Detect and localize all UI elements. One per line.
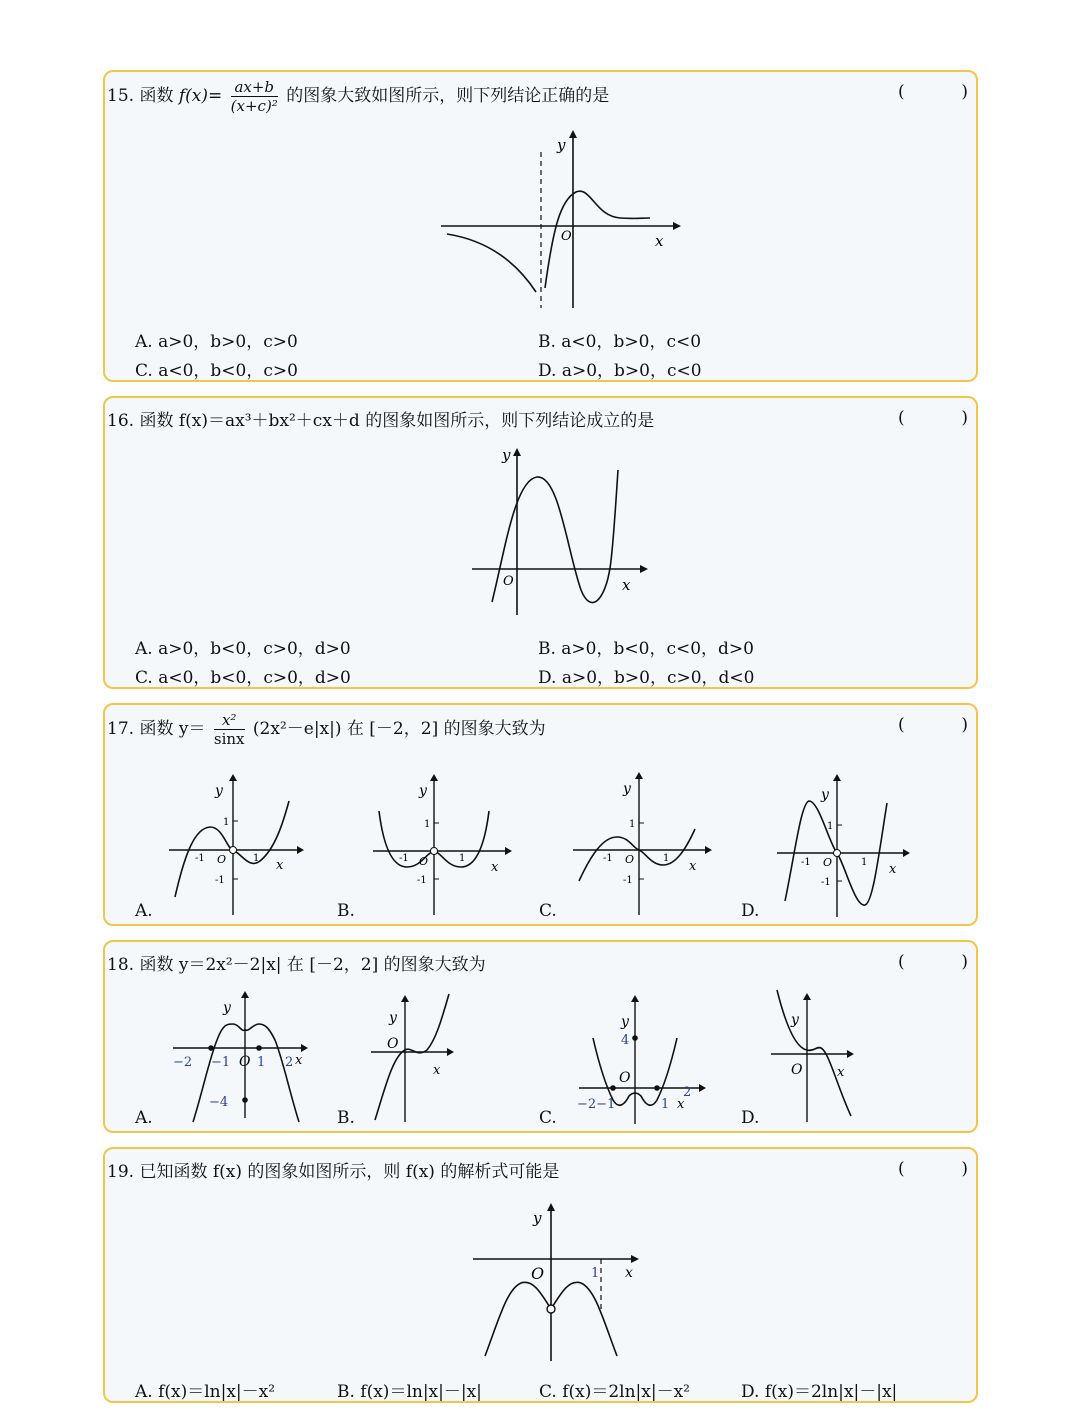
svg-text:-1: -1 [623, 875, 633, 886]
q18-graph-d [767, 986, 887, 1126]
svg-text:1: 1 [629, 819, 636, 830]
svg-text:O: O [625, 853, 635, 866]
svg-text:1: 1 [459, 853, 466, 864]
svg-text:y: y [223, 1000, 231, 1016]
svg-text:O: O [791, 1062, 803, 1078]
svg-text:-1: -1 [821, 877, 831, 888]
svg-text:x: x [491, 860, 499, 875]
svg-text:1: 1 [827, 821, 834, 832]
svg-text:1: 1 [663, 853, 670, 864]
option-d[interactable]: D. a>0，b>0，c<0 [538, 361, 702, 381]
answer-blank: ( ) [898, 952, 968, 972]
option-a[interactable]: A. f(x)＝ln|x|－x² [135, 1382, 276, 1402]
svg-text:O: O [217, 853, 227, 866]
q15-graph [435, 130, 695, 320]
option-c[interactable]: C. a<0，b<0，c>0 [135, 361, 298, 381]
svg-text:y: y [502, 446, 511, 464]
svg-text:x: x [655, 232, 664, 250]
question-17-card [103, 703, 978, 926]
svg-text:1: 1 [253, 853, 260, 864]
question-19-stem: 19. 已知函数 f(x) 的图象如图所示，则 f(x) 的解析式可能是 [107, 1162, 560, 1182]
option-c[interactable]: C. [539, 1108, 557, 1128]
svg-text:y: y [821, 787, 829, 803]
svg-text:y: y [557, 136, 566, 154]
svg-text:y: y [623, 781, 631, 797]
option-a[interactable]: A. a>0，b>0，c>0 [135, 332, 298, 352]
option-d[interactable]: D. f(x)＝2ln|x|－|x| [741, 1382, 898, 1402]
option-d[interactable]: D. [741, 1108, 760, 1128]
question-18-stem: 18. 函数 y＝2x²－2|x| 在 [－2，2] 的图象大致为 [107, 955, 486, 975]
svg-text:x: x [295, 1053, 303, 1068]
option-c[interactable]: C. a<0，b<0，c>0，d>0 [135, 668, 351, 688]
svg-text:1: 1 [861, 857, 868, 868]
svg-text:x: x [276, 858, 284, 873]
svg-text:x: x [689, 859, 697, 874]
question-19-card [103, 1147, 978, 1403]
question-16-stem: 16. 函数 f(x)＝ax³＋bx²＋cx＋d 的图象如图所示，则下列结论成立的是 [107, 411, 655, 431]
option-b[interactable]: B. a<0，b>0，c<0 [538, 332, 702, 352]
answer-blank: ( ) [898, 408, 968, 428]
svg-text:−1: −1 [211, 1055, 231, 1070]
q19-graph [471, 1201, 661, 1376]
option-d[interactable]: D. a>0，b>0，c>0，d<0 [538, 668, 755, 688]
q17-graph-c [571, 771, 711, 916]
option-d[interactable]: D. [741, 901, 760, 921]
q17-graph-a [165, 773, 305, 918]
fraction: $\frac{\text{x²}}{\sin x}$ [213, 711, 245, 748]
svg-text:−4: −4 [209, 1095, 229, 1110]
q17-graph-d [775, 773, 915, 918]
svg-text:x: x [837, 1065, 845, 1080]
svg-text:y: y [389, 1010, 397, 1026]
fraction: $\frac{ax+b}{\text{(x+c)²}}$ [230, 78, 278, 115]
svg-text:2: 2 [683, 1085, 692, 1100]
svg-text:x: x [433, 1063, 441, 1078]
svg-text:-1: -1 [195, 853, 205, 864]
question-16-card [103, 396, 978, 689]
option-c[interactable]: C. f(x)＝2ln|x|－x² [539, 1382, 690, 1402]
svg-text:O: O [561, 229, 572, 244]
svg-text:1: 1 [661, 1097, 670, 1112]
question-18-card [103, 940, 978, 1133]
svg-text:-1: -1 [801, 857, 811, 868]
option-a[interactable]: A. a>0，b<0，c>0，d>0 [135, 639, 351, 659]
svg-text:x: x [625, 1265, 633, 1281]
svg-text:−2: −2 [173, 1055, 193, 1070]
answer-blank: ( ) [898, 82, 968, 102]
question-17-stem: 17. 函数 y＝ $\frac{\text{x²}}{\sin x}$ (2x²－e|x|) 在 [－2，2] 的图象大致为 [107, 711, 546, 748]
svg-text:O: O [419, 855, 429, 868]
svg-text:1: 1 [257, 1055, 266, 1070]
svg-text:-1: -1 [603, 853, 613, 864]
question-15-card [103, 70, 978, 382]
svg-text:-1: -1 [215, 875, 225, 886]
svg-text:y: y [533, 1209, 542, 1227]
svg-text:x: x [622, 576, 631, 594]
option-a[interactable]: A. [135, 901, 153, 921]
q16-graph [470, 440, 670, 615]
svg-text:y: y [791, 1012, 799, 1028]
answer-blank: ( ) [898, 1159, 968, 1179]
svg-text:-1: -1 [417, 875, 427, 886]
q18-graph-c [571, 992, 711, 1132]
svg-text:O: O [387, 1036, 399, 1052]
svg-text:O: O [531, 1264, 545, 1283]
svg-text:-1: -1 [399, 853, 409, 864]
svg-text:y: y [215, 783, 223, 799]
svg-text:1: 1 [223, 817, 230, 828]
option-a[interactable]: A. [135, 1108, 153, 1128]
svg-text:4: 4 [621, 1033, 630, 1048]
svg-text:−2−1: −2−1 [577, 1097, 616, 1112]
svg-text:1: 1 [591, 1266, 600, 1281]
svg-text:y: y [621, 1014, 629, 1030]
svg-text:O: O [239, 1054, 251, 1070]
answer-blank: ( ) [898, 715, 968, 735]
option-b[interactable]: B. a>0，b<0，c<0，d>0 [538, 639, 754, 659]
question-15-stem: 15. 函数 f(x)= $\frac{ax+b}{\text{(x+c)²}}$ 的图象大致如图所示，则下列结论正确的是 [107, 78, 610, 115]
q18-graph-b [369, 992, 479, 1132]
svg-text:x: x [889, 862, 897, 877]
svg-text:x: x [677, 1097, 685, 1112]
q18-graph-a [169, 990, 319, 1120]
option-c[interactable]: C. [539, 901, 557, 921]
option-b[interactable]: B. [337, 1108, 355, 1128]
option-b[interactable]: B. [337, 901, 355, 921]
svg-text:2: 2 [285, 1055, 294, 1070]
svg-text:O: O [503, 574, 514, 589]
svg-text:y: y [419, 783, 427, 799]
svg-text:O: O [619, 1070, 631, 1086]
q17-graph-b [371, 773, 511, 918]
svg-text:1: 1 [424, 819, 431, 830]
option-b[interactable]: B. f(x)＝ln|x|－|x| [337, 1382, 482, 1402]
svg-text:O: O [823, 856, 833, 869]
